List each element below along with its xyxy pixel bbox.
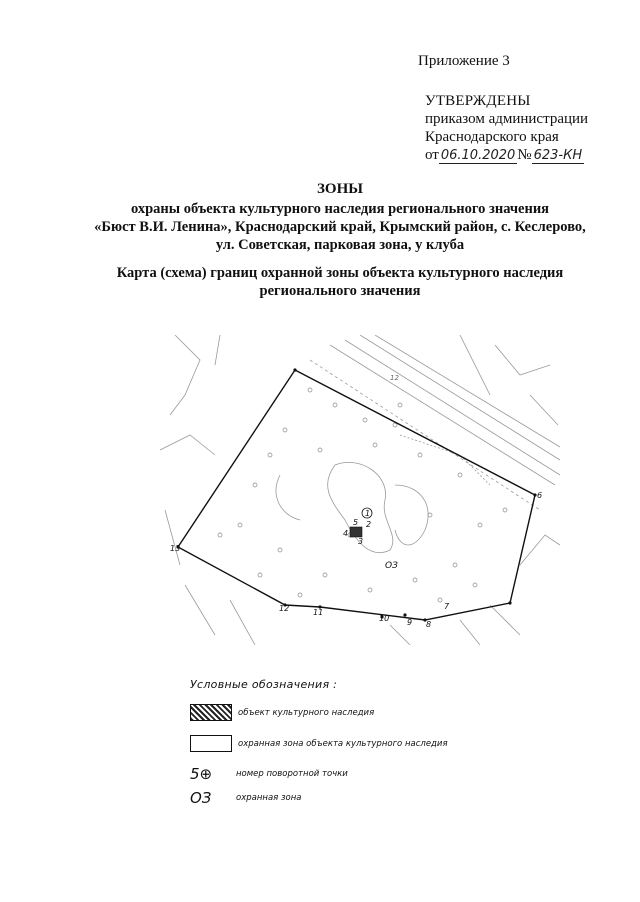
document-title — [60, 180, 620, 254]
street-number: 12 — [390, 374, 399, 382]
point-label-12: 12 — [279, 604, 290, 613]
from-prefix: от — [425, 147, 439, 163]
protection-zone-boundary — [178, 370, 535, 620]
approved-heading: УТВЕРЖДЕНЫ — [425, 93, 531, 109]
title-zones: ЗОНЫ — [317, 181, 363, 197]
subtitle-line-1: Карта (схема) границ охранной зоны объекта культурного наследия — [116, 265, 564, 281]
handwritten-date: 06.10.2020 — [440, 148, 516, 163]
approved-line-2: Краснодарского края — [425, 129, 559, 145]
title-line-3: ул. Советская, парковая зона, у клуба — [215, 237, 465, 253]
legend-point — [190, 765, 348, 783]
zone-label: ОЗ — [385, 561, 398, 571]
approved-line-1: приказом администрации — [425, 111, 589, 127]
point-label-13: 13 — [170, 544, 181, 553]
zone-code-symbol: ОЗ — [190, 789, 212, 807]
legend-zone-code — [190, 789, 301, 807]
title-line-2: «Бюст В.И. Ленина», Краснодарский край, Крымский район, с. Кеслерово, — [94, 219, 586, 235]
turning-point-icon: 5⊕ — [190, 765, 213, 783]
point-label-5: 5 — [353, 518, 359, 527]
subtitle-line-2: регионального значения — [259, 283, 421, 299]
point-label-10: 10 — [379, 614, 390, 623]
approval-block — [425, 92, 588, 165]
map-legend — [190, 678, 490, 807]
map-subtitle — [60, 264, 620, 300]
point-label-3: 3 — [358, 537, 364, 546]
point-label-4: 4 — [343, 529, 349, 538]
point-label-2: 2 — [366, 520, 372, 529]
approved-date-line — [425, 146, 588, 165]
point-label-1: 1 — [365, 509, 371, 518]
point-label-6: 6 — [537, 491, 543, 500]
point-label-9: 9 — [407, 618, 413, 627]
title-line-1: охраны объекта культурного наследия регионального значения — [130, 201, 550, 217]
legend-zone — [190, 735, 448, 752]
map-background-linework — [160, 335, 560, 645]
legend-point-text: номер поворотной точки — [236, 769, 348, 779]
legend-zone-text: охранная зона объекта культурного наследия — [238, 738, 448, 749]
point-label-11: 11 — [313, 608, 324, 617]
heritage-object-swatch — [190, 704, 232, 721]
point-label-7: 7 — [444, 602, 450, 611]
legend-heading: Условные обозначения : — [190, 678, 338, 691]
legend-object-text: объект культурного наследия — [238, 707, 375, 718]
handwritten-number: 623-КН — [533, 148, 583, 163]
number-prefix: № — [517, 147, 532, 163]
boundary-map — [160, 335, 560, 645]
legend-zone-code-text: охранная зона — [236, 793, 302, 803]
point-label-8: 8 — [426, 620, 432, 629]
legend-object — [190, 704, 374, 721]
turning-points — [176, 368, 536, 621]
zone-boundary-swatch — [190, 735, 232, 752]
appendix-label: Приложение 3 — [418, 53, 510, 69]
